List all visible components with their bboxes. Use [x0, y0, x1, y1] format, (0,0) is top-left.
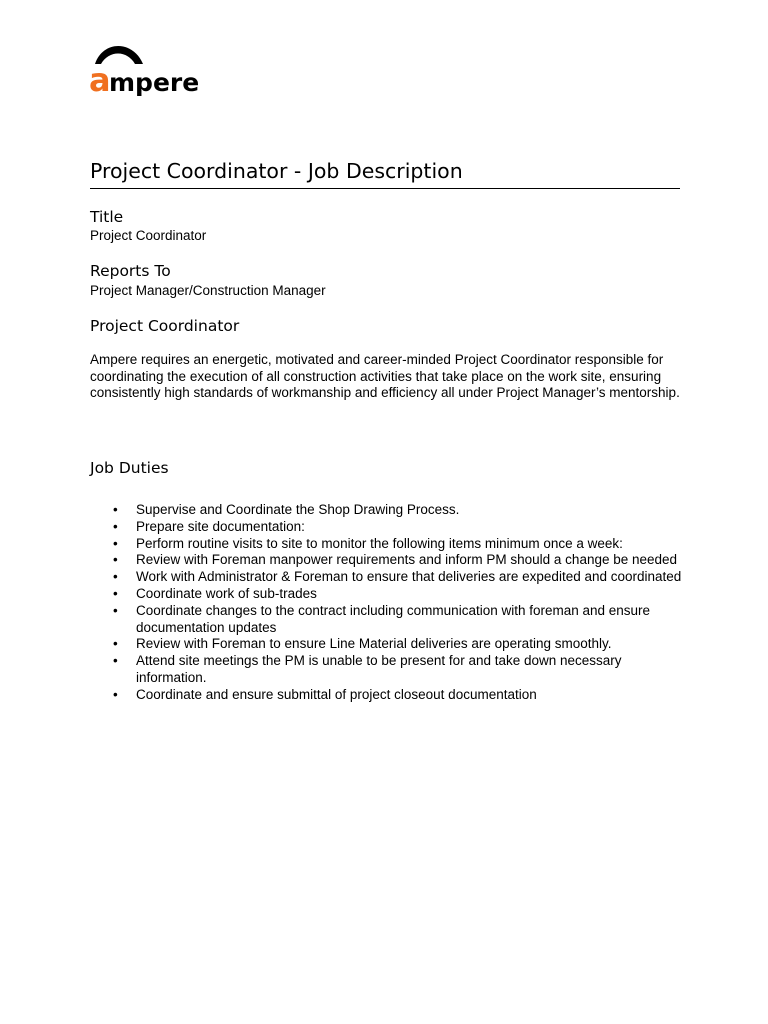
list-item-text: Prepare site documentation: [136, 518, 305, 534]
list-item [90, 603, 690, 637]
bullet-icon: • [113, 653, 118, 669]
document-title: Project Coordinator - Job Description [90, 159, 463, 183]
title-value: Project Coordinator [90, 228, 207, 243]
list-item-text: Perform routine visits to site to monitor the following items minimum once a week: [136, 535, 623, 551]
list-item [90, 502, 690, 519]
list-item [90, 653, 690, 687]
list-item-text: Coordinate changes to the contract including communication with foreman and ensure documentation updates [136, 602, 651, 635]
title-divider [90, 188, 680, 189]
list-item [90, 519, 690, 536]
list-item [90, 636, 690, 653]
bullet-icon: • [113, 686, 118, 702]
bullet-icon: • [113, 518, 118, 534]
list-item [90, 536, 690, 553]
reports-to-value: Project Manager/Construction Manager [90, 283, 326, 298]
list-item-text: Supervise and Coordinate the Shop Drawing Process. [136, 502, 460, 517]
list-item-text: Work with Administrator & Foreman to ensure that deliveries are expedited and coordinated [136, 569, 682, 585]
overview-paragraph: Ampere requires an energetic, motivated and career-minded Project Coordinator responsible for coordinating the execution of all construction activities that take place on the work site, ensuring consistently high standards of workmanship and efficiency all under Project Manager’s mentorship. [90, 352, 680, 400]
logo-letter-a: a [89, 61, 111, 98]
bullet-icon: • [113, 502, 118, 517]
title-heading: Title [90, 208, 124, 226]
job-duties-list [90, 502, 690, 704]
list-item-text: Review with Foreman manpower requirements and inform PM should a change be needed [136, 552, 678, 568]
bullet-icon: • [113, 569, 118, 585]
list-item [90, 586, 690, 603]
logo-letters-mpere: mpere [109, 68, 200, 97]
list-item-text: Coordinate and ensure submittal of project closeout documentation [136, 686, 537, 702]
bullet-icon: • [113, 552, 118, 568]
job-duties-heading: Job Duties [90, 459, 169, 477]
list-item-text: Coordinate work of sub-trades [136, 585, 317, 601]
overview-heading: Project Coordinator [90, 317, 240, 335]
bullet-icon: • [113, 535, 118, 551]
bullet-icon: • [113, 602, 118, 618]
reports-to-heading: Reports To [90, 262, 171, 280]
list-item-text: Attend site meetings the PM is unable to be present for and take down necessary information. [136, 653, 622, 685]
list-item [90, 687, 690, 704]
ampere-logo-graphic [89, 42, 209, 98]
list-item [90, 569, 690, 586]
ampere-logo [89, 42, 209, 98]
bullet-icon: • [113, 636, 118, 652]
bullet-icon: • [113, 585, 118, 601]
list-item [90, 552, 690, 569]
list-item-text: Review with Foreman to ensure Line Material deliveries are operating smoothly. [136, 636, 612, 652]
